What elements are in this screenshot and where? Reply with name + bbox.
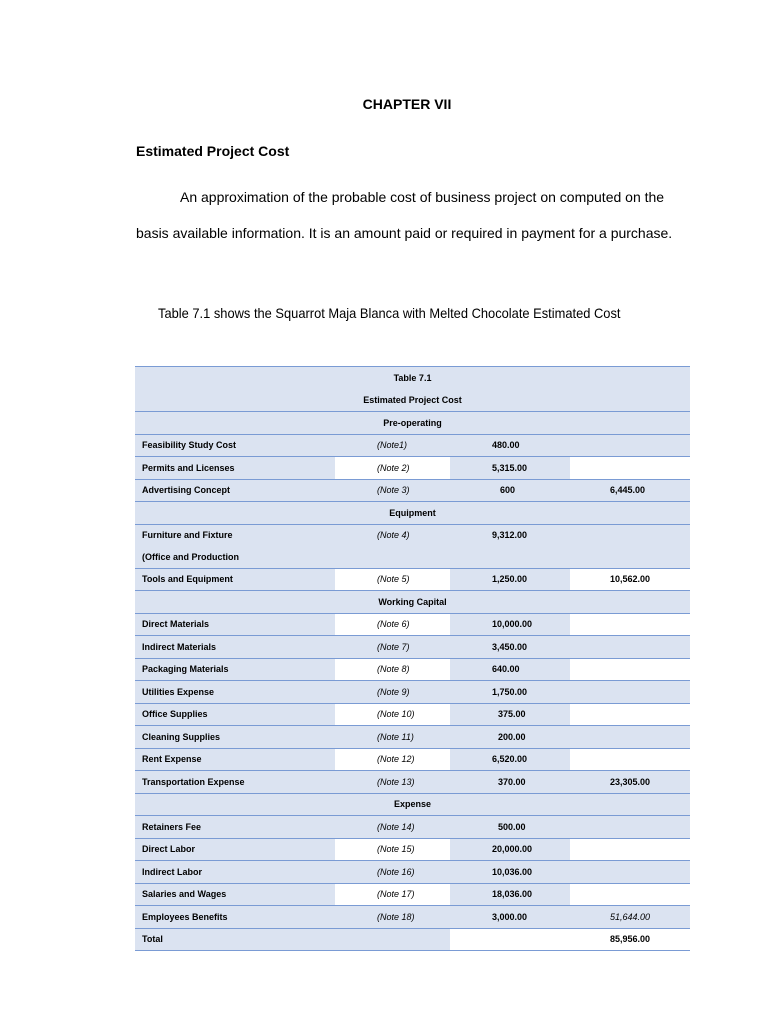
row-note: (Note 16)	[335, 861, 450, 884]
table-row	[135, 681, 690, 704]
row-label: Permits and Licenses	[135, 457, 335, 480]
row-subtotal	[570, 457, 690, 480]
row-subtotal: 10,562.00	[570, 568, 690, 591]
table-row	[135, 861, 690, 884]
table-row	[135, 703, 690, 726]
section-equipment: Equipment	[135, 502, 690, 525]
table-row	[135, 816, 690, 839]
row-note: (Note 9)	[335, 681, 450, 704]
row-amount: 480.00	[450, 434, 570, 457]
table-row	[135, 412, 690, 435]
row-label: Direct Materials	[135, 613, 335, 636]
table-row	[135, 479, 690, 502]
row-subtotal	[570, 748, 690, 771]
row-note: (Note 14)	[335, 816, 450, 839]
intro-paragraph-text: An approximation of the probable cost of business project on computed on the basis available information. It is an amount paid or required in payment for a purchase.	[136, 189, 673, 241]
row-amount: 370.00	[450, 771, 570, 794]
table-row	[135, 838, 690, 861]
row-amount: 10,036.00	[450, 861, 570, 884]
table-row	[135, 636, 690, 659]
table-row	[135, 389, 690, 412]
row-note: (Note1)	[335, 434, 450, 457]
table-row	[135, 524, 690, 546]
row-note: (Note 4)	[335, 524, 450, 546]
row-subtotal	[570, 434, 690, 457]
row-subtotal	[570, 613, 690, 636]
row-label: Utilities Expense	[135, 681, 335, 704]
row-label: (Office and Production	[135, 546, 335, 568]
section-expense: Expense	[135, 793, 690, 816]
row-note: (Note 17)	[335, 883, 450, 906]
row-subtotal	[570, 636, 690, 659]
row-amount: 1,750.00	[450, 681, 570, 704]
row-label: Feasibility Study Cost	[135, 434, 335, 457]
row-note: (Note 2)	[335, 457, 450, 480]
chapter-title: CHAPTER VII	[362, 96, 452, 112]
intro-paragraph	[136, 180, 696, 251]
table-row	[135, 793, 690, 816]
table-row	[135, 658, 690, 681]
total-amount: 85,956.00	[570, 928, 690, 951]
row-amount: 9,312.00	[450, 524, 570, 546]
row-label: Indirect Materials	[135, 636, 335, 659]
table-row	[135, 546, 690, 568]
row-label: Office Supplies	[135, 703, 335, 726]
row-note: (Note 6)	[335, 613, 450, 636]
row-subtotal: 23,305.00	[570, 771, 690, 794]
row-subtotal	[570, 681, 690, 704]
row-amount: 200.00	[450, 726, 570, 749]
row-note: (Note 10)	[335, 703, 450, 726]
row-note: (Note 13)	[335, 771, 450, 794]
section-pre-operating: Pre-operating	[135, 412, 690, 435]
total-label: Total	[135, 928, 335, 951]
row-subtotal	[570, 838, 690, 861]
row-amount: 5,315.00	[450, 457, 570, 480]
row-label: Furniture and Fixture	[135, 524, 335, 546]
row-note	[335, 928, 450, 951]
row-amount: 500.00	[450, 816, 570, 839]
row-amount: 20,000.00	[450, 838, 570, 861]
row-note: (Note 15)	[335, 838, 450, 861]
row-subtotal	[570, 524, 690, 546]
row-subtotal	[570, 703, 690, 726]
row-label: Retainers Fee	[135, 816, 335, 839]
table-row	[135, 367, 690, 390]
row-note: (Note 12)	[335, 748, 450, 771]
row-amount: 1,250.00	[450, 568, 570, 591]
table-row	[135, 613, 690, 636]
estimated-cost-table	[135, 366, 690, 951]
row-subtotal	[570, 816, 690, 839]
section-heading: Estimated Project Cost	[136, 143, 290, 159]
row-amount: 3,450.00	[450, 636, 570, 659]
table-subtitle: Estimated Project Cost	[135, 389, 690, 412]
row-label: Packaging Materials	[135, 658, 335, 681]
row-amount: 3,000.00	[450, 906, 570, 929]
row-subtotal	[570, 883, 690, 906]
table-row	[135, 771, 690, 794]
table-row	[135, 568, 690, 591]
row-note: (Note 7)	[335, 636, 450, 659]
row-note: (Note 5)	[335, 568, 450, 591]
row-subtotal	[570, 546, 690, 568]
table-row	[135, 457, 690, 480]
row-amount: 600	[450, 479, 570, 502]
row-subtotal	[570, 658, 690, 681]
row-subtotal: 6,445.00	[570, 479, 690, 502]
row-note	[335, 546, 450, 568]
row-label: Tools and Equipment	[135, 568, 335, 591]
section-working-capital: Working Capital	[135, 591, 690, 614]
table-title: Table 7.1	[135, 367, 690, 390]
row-amount: 375.00	[450, 703, 570, 726]
table-row	[135, 748, 690, 771]
row-label: Rent Expense	[135, 748, 335, 771]
table-caption: Table 7.1 shows the Squarrot Maja Blanca with Melted Chocolate Estimated Cost	[158, 305, 621, 321]
table-row	[135, 883, 690, 906]
row-label: Direct Labor	[135, 838, 335, 861]
row-amount	[450, 928, 570, 951]
row-note: (Note 3)	[335, 479, 450, 502]
row-label: Salaries and Wages	[135, 883, 335, 906]
table-row	[135, 434, 690, 457]
row-amount	[450, 546, 570, 568]
row-label: Advertising Concept	[135, 479, 335, 502]
table-row	[135, 502, 690, 525]
row-amount: 6,520.00	[450, 748, 570, 771]
row-label: Employees Benefits	[135, 906, 335, 929]
table-row	[135, 591, 690, 614]
row-amount: 18,036.00	[450, 883, 570, 906]
row-subtotal	[570, 861, 690, 884]
row-note: (Note 18)	[335, 906, 450, 929]
row-note: (Note 8)	[335, 658, 450, 681]
row-subtotal	[570, 726, 690, 749]
row-label: Cleaning Supplies	[135, 726, 335, 749]
row-subtotal: 51,644.00	[570, 906, 690, 929]
row-label: Indirect Labor	[135, 861, 335, 884]
row-amount: 640.00	[450, 658, 570, 681]
table-row	[135, 906, 690, 929]
row-amount: 10,000.00	[450, 613, 570, 636]
table-row	[135, 726, 690, 749]
row-note: (Note 11)	[335, 726, 450, 749]
table-row	[135, 928, 690, 951]
row-label: Transportation Expense	[135, 771, 335, 794]
